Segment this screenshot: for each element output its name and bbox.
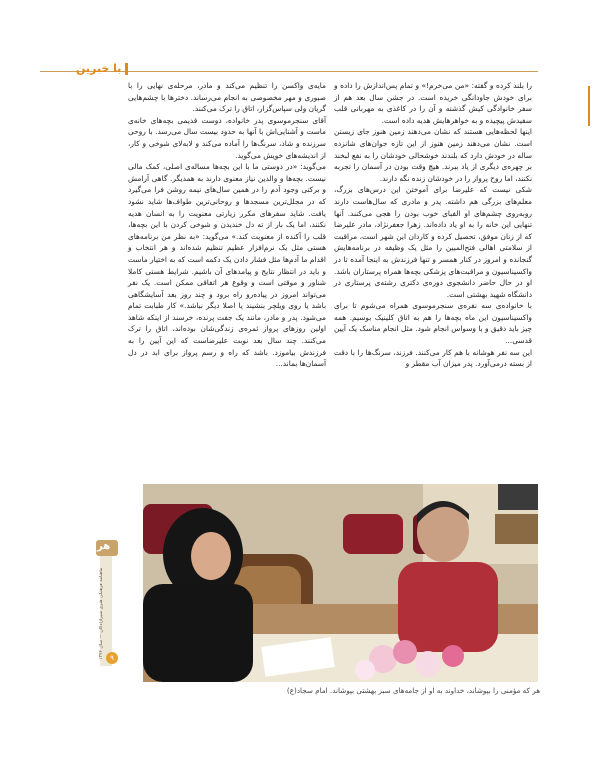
- paragraph: آقای سنجرموسوی پدر خانواده، دوست قدیمی بچه‌های خانه‌ی ماست و آشنایی‌اش با آنها به حدود بیست سال می‌رسد. با روحی سرزنده و شاد، سرنگ‌ها را آماده می‌کند و لابه‌لای شوخی و کار، از اندیشه‌های خویش می‌گوید.: [128, 115, 326, 160]
- photo-illustration: [143, 484, 538, 682]
- page-number: ۹: [106, 652, 118, 664]
- paragraph: با خانواده‌ی سه نفره‌ی سنجرموسوی همراه می‌شوم تا برای واکسیناسیون این ماه بچه‌ها را هم به اتاق کلینیک بوسیم. همه چیز باید دقیق و با وسواس انجام شود. مثل انجام مناسک یک آیین قدسی...: [334, 301, 532, 346]
- sidebar-vertical-text: ماهنامه فرهنگی هنری شیرآزادگان — سال ۱۳۹۴: [99, 567, 104, 660]
- paragraph: این سه نفر هوشانه با هم کار می‌کنند. فرزند، سرنگ‌ها را با دقت از بسته درمی‌آورد. پدر میزان آب مقطر و: [334, 347, 532, 369]
- margin-accent-rule: [588, 86, 590, 126]
- section-tag-bar: [125, 63, 128, 75]
- paragraph: می‌گوید: «در دوستی ما با این بچه‌ها مساله‌ی اصلی، کمک مالی نیست. بچه‌ها و والدین نیاز معنوی دارند به همدیگر. گاهی آرامش و برکتی وجود آدم را در همین سال‌های نیمه روشن فرا می‌گیرد که در مجلل‌ترین مسجدها و روحانی‌ترین طواف‌ها شاید نشود یافت. شاید سفرهای مکرر زیارتی معنویت را به انسان هدیه نکنند، اما یک بار از ته دل خندیدن و شوخی کردن با این بچه‌ها، قلب را آکنده از معنویت کند.» می‌گوید: «به نظر من برنامه‌های هستی مثل یک نرم‌افزار عظیم تنظیم شده‌اند و هر انتخاب و اقدام ما آدم‌ها مثل فشار دادن یک دکمه است که به اختیار ماست و باید در انتظار نتایج و پیامدهای آن باشیم. شرایط هستی کاملا شناور و موقتی است و وقوع هر اتفاقی ممکن است. یک نفر می‌تواند امروز در پیاده‌رو راه برود و چند روز بعد آسایشگاهی باشد یا روی ویلچر بنشیند یا اصلا دیگر نباشد.» کار طبابت تمام می‌شود. پدر و مادر، مانند یک جفت پرنده، خرسند از اینکه شاهد اولین روزهای پرواز ثمره‌ی زندگی‌شان بوده‌اند، اتاق را ترک می‌کنند. چند سال بعد نوبت علیرضاست که این آیین را به فرزندش بیاموزد. باشد که راه و رسم پرواز برای ابد در دل آسمان‌ها بماند...: [128, 162, 326, 369]
- magazine-logo: [96, 540, 118, 556]
- paragraph: را بلند کرده و گفته: «من می‌خرم!» و تمام پس‌اندازش را داده و برای خودش جاودانگی خریده است. در جشن سال بعد هم از سفر خانوادگی کیش گذشته و آن را در کاغذی به مهربانی قلب سفیدش پیچیده و به خواهرهایش هدیه داده است.: [334, 81, 532, 125]
- photo-caption: هر که مؤمنی را بپوشاند، خداوند به او از جامه‌های سبز بهشتی بپوشاند. امام سجاد(ع): [286, 686, 540, 695]
- section-tag: [76, 62, 128, 75]
- section-tag-label: با خبرین: [76, 62, 122, 75]
- paragraph: اینها لحظه‌هایی هستند که نشان می‌دهند زمین هنوز جای زیستن است. نشان می‌دهند زمین هنوز از این تازه جوان‌های شانزده ساله در خودش دارد که بلندند خوشحالی خودشان را به نفع لبخند بر چهره‌ی دیگری از یاد ببرند. هیچ وقت بودن در آسمان را تجربه نکنند، اما روح پرواز را در خودشان زنده نگه دارند.: [334, 127, 532, 183]
- logo-text: هر: [97, 541, 111, 552]
- article-column-right: [334, 80, 532, 480]
- article-column-left: [128, 80, 326, 480]
- paragraph: شکی نیست که علیرضا برای آموختن این درس‌های بزرگ، معلم‌های بزرگی هم داشته. پدر و مادری که سال‌هاست دارند روبه‌روی چشم‌های او الفبای خوب بودن را هجی می‌کنند. آنها تنهایی این خانه را به او یاد داده‌اند. زهرا جعفرنژاد، مادر علیرضا که از زنان موفق، تحصیل کرده و کاردان این شهر است، مراقبت از سلامتی اهالی فتح‌المبین را مثل یک وظیفه در برنامه‌هایش گنجانده و امروز در کنار همسر و تنها فرزندش به اینجا آمده تا در واکسیناسیون و مراقبت‌های پزشکی بچه‌ها همراه پرستاران باشد. او در حال حاضر دانشجوی دوره‌ی دکتری رشته‌ی پرستاری در دانشگاه شهید بهشتی است.: [334, 185, 532, 299]
- article-photo: [143, 484, 538, 682]
- paragraph: مایه‌ی واکسن را تنظیم می‌کند و مادر، مرحله‌ی نهایی را با صبوری و مهر مخصوصی به انجام می‌رساند. دخترها با چشم‌هایی گریان ولی سپاس‌گزار، اتاق را ترک می‌کنند.: [128, 81, 326, 114]
